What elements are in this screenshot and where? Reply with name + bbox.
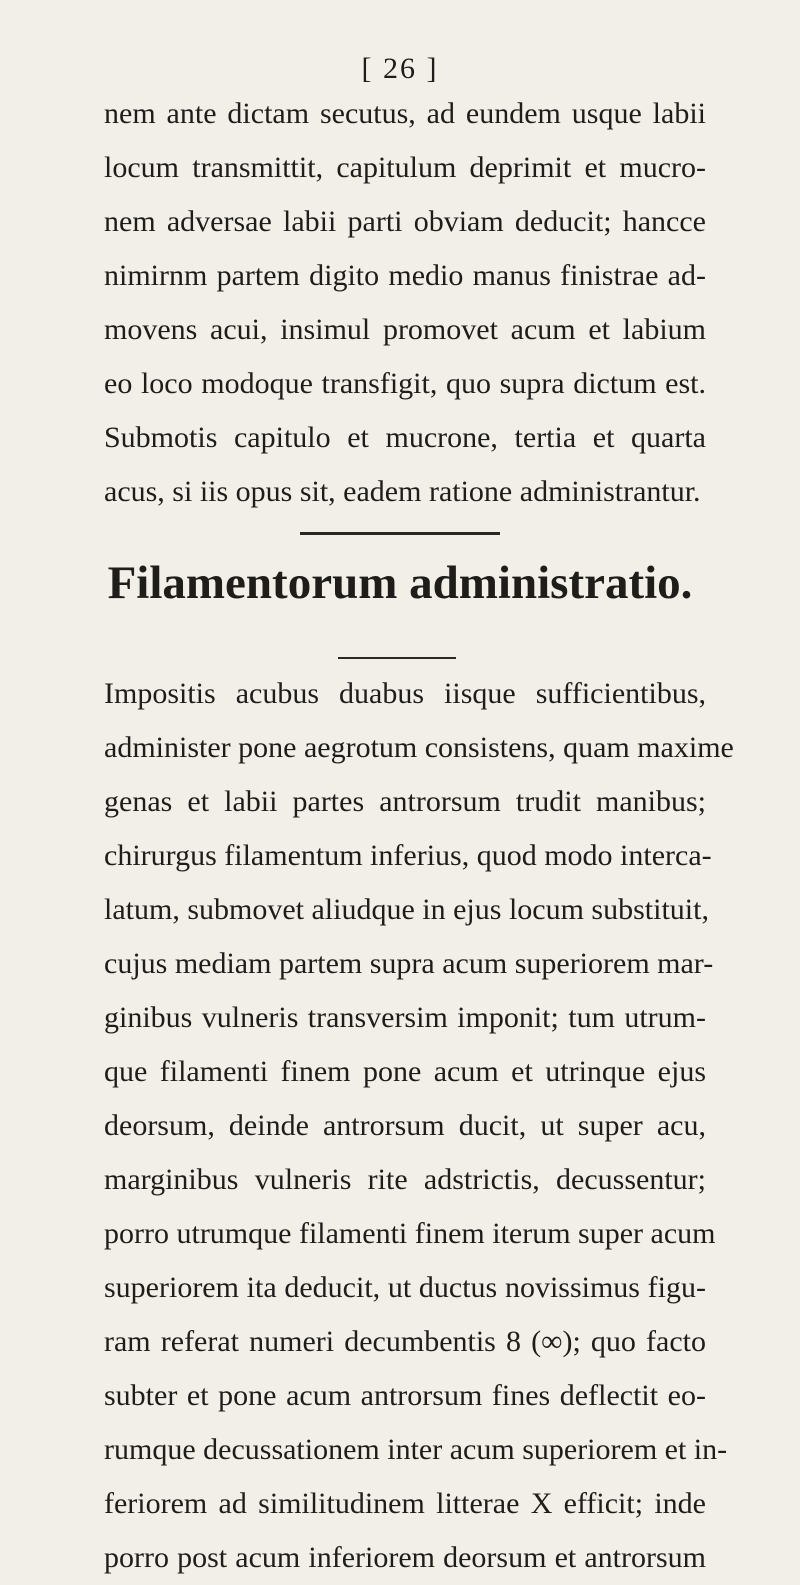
rule-below-heading <box>338 657 456 659</box>
text-line: rumque decussationem inter acum superiorem et in- <box>104 1433 728 1466</box>
text-line: ginibus vulneris transversim imponit; tum utrum- <box>104 1001 706 1034</box>
text-line: que filamenti finem pone acum et utrinque ejus <box>104 1055 706 1088</box>
text-line: acus, si iis opus sit, eadem ratione administrantur. <box>104 475 701 508</box>
rule-above-heading <box>300 532 500 535</box>
text-line: nimirnm partem digito medio manus finistrae ad- <box>104 259 706 292</box>
text-line: nem ante dictam secutus, ad eundem usque labii <box>104 97 706 130</box>
text-line: eo loco modoque transfigit, quo supra dictum est. <box>104 367 706 400</box>
page-number: [ 26 ] <box>361 52 439 85</box>
section-heading: Filamentorum administratio. <box>107 557 693 609</box>
text-line: cujus mediam partem supra acum superiorem mar- <box>104 947 714 980</box>
text-line: Impositis acubus duabus iisque sufficientibus, <box>104 677 706 710</box>
text-line: superiorem ita deducit, ut ductus novissimus figu- <box>104 1271 706 1304</box>
text-line: movens acui, insimul promovet acum et labium <box>104 313 706 346</box>
text-line: latum, submovet aliudque in ejus locum substituit, <box>104 893 709 926</box>
text-line: ram referat numeri decumbentis 8 (∞); quo facto <box>104 1325 706 1358</box>
paragraph-1 <box>104 87 706 519</box>
text-line: nem adversae labii parti obviam deducit; hancce <box>104 205 706 238</box>
text-line: marginibus vulneris rite adstrictis, decussentur; <box>104 1163 706 1196</box>
paragraph-2 <box>104 667 734 1585</box>
text-line: porro utrumque filamenti finem iterum super acum <box>104 1217 716 1250</box>
text-line: genas et labii partes antrorsum trudit manibus; <box>104 785 706 818</box>
text-line: Submotis capitulo et mucrone, tertia et quarta <box>104 421 706 454</box>
text-line: deorsum, deinde antrorsum ducit, ut super acu, <box>104 1109 706 1142</box>
text-line: porro post acum inferiorem deorsum et antrorsum <box>104 1541 706 1574</box>
text-line: chirurgus filamentum inferius, quod modo interca- <box>104 839 712 872</box>
text-line: subter et pone acum antrorsum fines deflectit eo- <box>104 1379 706 1412</box>
text-line: locum transmittit, capitulum deprimit et mucro- <box>104 151 706 184</box>
text-line: administer pone aegrotum consistens, quam maxime <box>104 731 734 764</box>
text-line: feriorem ad similitudinem litterae X efficit; inde <box>104 1487 706 1520</box>
